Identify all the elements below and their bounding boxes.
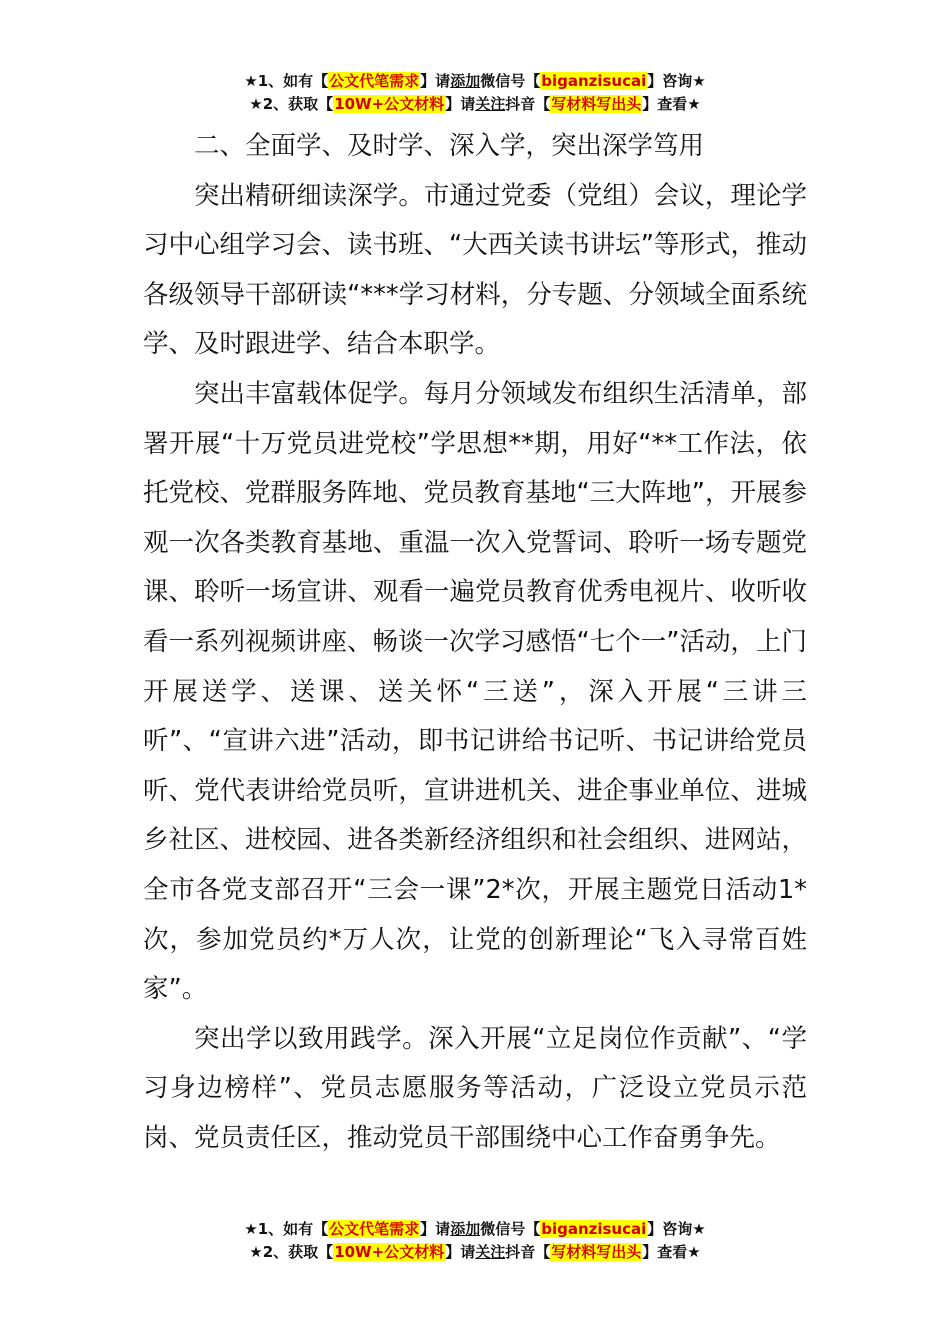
banner-highlight: 写材料写出头 (551, 1243, 642, 1261)
paragraph: 突出丰富载体促学。每月分领域发布组织生活清单，部署开展“十万党员进党校”学思想**期，用好“**工作法，依托党校、党群服务阵地、党员教育基地“三大阵地”，开展参观一次各类教育基地、重温一次入党誓词、聆听一场专题党课、聆听一场宣讲、观看一遍党员教育优秀电视片、收听收看一系列视频讲座、畅谈一次学习感悟“七个一”活动，上门开展送学、送课、送关怀“三送”，深入开展“三讲三听”、“宣讲六进”活动，即书记讲给书记听、书记讲给党员听、党代表讲给党员听，宣讲进机关、进企事业单位、进城乡社区、进校园、进各类新经济组织和社会组织、进网站，全市各党支部召开“三会一课”2*次，开展主题党日活动1*次，参加党员约*万人次，让党的创新理论“飞入寻常百姓家”。 (143, 378, 807, 1005)
banner-text: 】咨询★ (647, 72, 706, 90)
banner-text: 抖音【 (505, 95, 551, 113)
banner-text: 抖音【 (505, 1243, 551, 1261)
banner-text: ★1、如有【 (244, 72, 329, 90)
banner-underlined-text: 添加 (450, 72, 481, 90)
banner-text: 】咨询★ (647, 1220, 706, 1238)
banner-underlined-text: 关注 (475, 95, 506, 113)
banner-text: 】请 (445, 95, 476, 113)
banner-highlight: 公文代笔需求 (329, 1220, 420, 1238)
banner-line-1 (0, 1218, 950, 1241)
banner-line-2 (0, 93, 950, 116)
paragraph: 突出学以致用践学。深入开展“立足岗位作贡献”、“学习身边榜样”、党员志愿服务等活动，广泛设立党员示范岗、党员责任区，推动党员干部围绕中心工作奋勇争先。 (143, 1023, 807, 1153)
header-banner (0, 70, 950, 116)
paragraph: 突出精研细读深学。市通过党委（党组）会议，理论学习中心组学习会、读书班、“大西关读书讲坛”等形式，推动各级领导干部研读“***学习材料，分专题、分领域全面系统学、及时跟进学、结合本职学。 (143, 180, 807, 360)
banner-highlight: 公文代笔需求 (329, 72, 420, 90)
banner-text: 】请 (420, 72, 451, 90)
banner-highlight: biganzisucai (541, 1220, 647, 1238)
banner-underlined-text: 关注 (475, 1243, 506, 1261)
banner-text: 】请 (445, 1243, 476, 1261)
banner-text: 】请 (420, 1220, 451, 1238)
banner-text: ★2、获取【 (249, 95, 334, 113)
banner-highlight: biganzisucai (541, 72, 647, 90)
banner-text: ★1、如有【 (244, 1220, 329, 1238)
banner-line-2 (0, 1241, 950, 1264)
banner-highlight: 10W+公文材料 (334, 95, 445, 113)
banner-highlight: 10W+公文材料 (334, 1243, 445, 1261)
banner-text: 微信号【 (480, 72, 541, 90)
banner-text: 】查看★ (642, 1243, 701, 1261)
document-body (143, 122, 807, 1163)
banner-highlight: 写材料写出头 (551, 95, 642, 113)
section-heading: 二、全面学、及时学、深入学，突出深学笃用 (194, 131, 705, 161)
banner-underlined-text: 添加 (450, 1220, 481, 1238)
banner-text: 】查看★ (642, 95, 701, 113)
banner-line-1 (0, 70, 950, 93)
footer-banner (0, 1218, 950, 1264)
banner-text: ★2、获取【 (249, 1243, 334, 1261)
banner-text: 微信号【 (480, 1220, 541, 1238)
